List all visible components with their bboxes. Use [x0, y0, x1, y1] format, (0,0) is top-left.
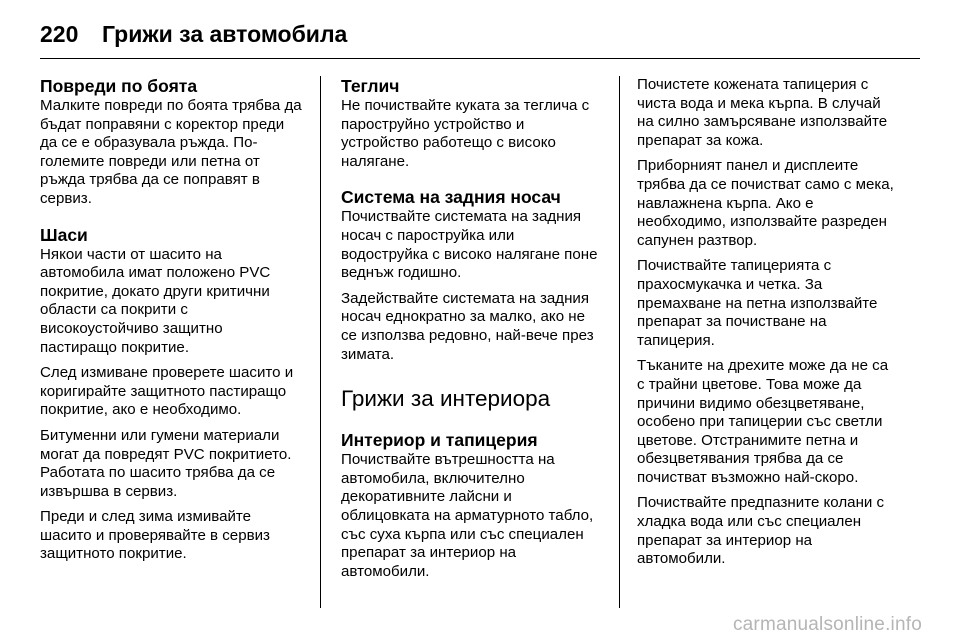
chapter-heading: Грижи за интериора	[341, 386, 551, 412]
header-rule	[40, 58, 920, 59]
page-number: 220	[40, 20, 79, 47]
page-header	[40, 14, 347, 54]
paragraph: Почистете кожената тапицерия с чиста вода и мека кърпа. В случай на силно замърсяване използвайте препарат за кожа.	[637, 76, 888, 149]
section-interior-upholstery	[341, 430, 603, 581]
section-heading: Теглич	[341, 76, 400, 96]
watermark: carmanualsonline.info	[732, 614, 922, 635]
page-header-title: Грижи за автомобила	[102, 20, 348, 47]
section-rear-carrier	[341, 187, 603, 364]
paragraph: Приборният панел и дисплеите трябва да се почистват само с мека, навлажнена кърпа. Ако е необходимо, използвайте разреден сапунен разтвор.	[637, 157, 894, 249]
paragraph: Задействайте системата на задния носач еднократно за малко, ако не се използва редовно, най-вече през зимата.	[341, 289, 594, 363]
section-towbar	[341, 76, 603, 171]
paragraph: Някои части от шасито на автомобила имат положено PVC покритие, докато други критични области са покрити с високоустойчиво защитно пастиращо покритие.	[40, 245, 271, 356]
column-divider-2	[619, 76, 620, 608]
section-paint-damage	[40, 76, 302, 209]
section-heading: Шаси	[40, 224, 88, 245]
section-heading: Повреди по боята	[40, 76, 198, 96]
paragraph: Почиствайте тапицерията с прахосмукачка и четка. За премахване на петна използвайте препарат за почистване на тапицерия.	[637, 257, 878, 349]
section-heading: Система на задния носач	[341, 187, 561, 208]
paragraph: Битуменни или гумени материали могат да повредят PVC покритието. Работата по шасито трябва да се извършва в сервиз.	[40, 426, 292, 500]
paragraph: След измиване проверете шасито и коригирайте защитното пастиращо покритие, ако е необходимо.	[40, 364, 294, 419]
section-chassis	[40, 225, 302, 565]
column-2	[341, 76, 603, 588]
paragraph: Не почиствайте куката за теглича с пароструйно устройство и устройство работещо с високо налягане.	[341, 97, 590, 170]
column-1	[40, 76, 302, 571]
paragraph: Почиствайте системата на задния носач с пароструйка или водоструйка с високо налягане поне веднъж годишно.	[341, 208, 598, 282]
paragraph: Почиствайте предпазните колани с хладка вода или със специален препарат за интериор на автомобили.	[637, 494, 885, 568]
section-heading: Интериор и тапицерия	[341, 430, 538, 451]
column-3	[637, 76, 899, 576]
paragraph: Малките повреди по боята трябва да бъдат поправяни с коректор преди да се е образувала ръжда. По-големите повреди или петна от ръжда трябва да се поправят в сервиз.	[40, 97, 302, 207]
paragraph: Почиствайте вътрешността на автомобила, включително декоративните лайсни и облицовката на арматурното табло, със суха кърпа или със специален препарат за интериор на автомобили.	[341, 451, 594, 580]
paragraph: Тъканите на дрехите може да не са с трайни цветове. Това може да причини видимо обезцветяване, особено при тапицерии със светли цветове. Отстранимите петна и обезцветявания трябва да се почистват възможно най-скоро.	[637, 357, 889, 486]
column-divider-1	[320, 76, 321, 608]
paragraph: Преди и след зима измивайте шасито и проверявайте в сервиз защитното покритие.	[40, 508, 270, 563]
